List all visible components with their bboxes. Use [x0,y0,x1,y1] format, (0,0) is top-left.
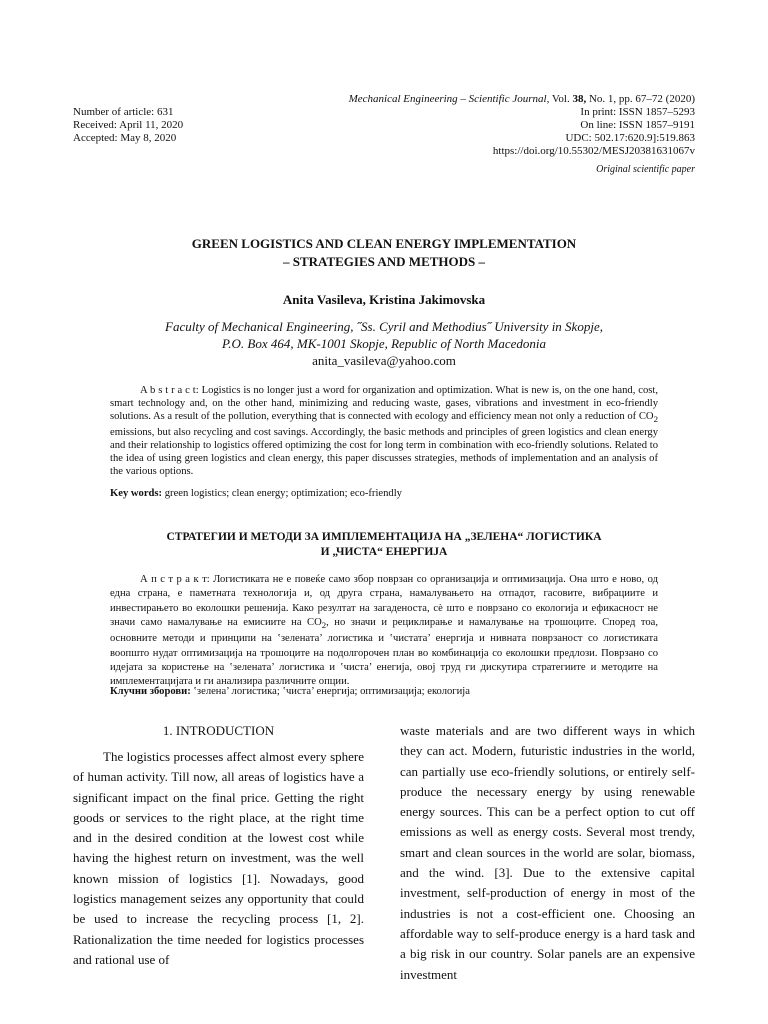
author-email[interactable]: anita_vasileva@yahoo.com [312,353,456,368]
udc-code: UDC: 502.17:620.9]:519.863 [565,132,695,144]
article-number: Number of article: 631 [73,106,174,118]
journal-citation [349,93,695,105]
body-left-column: The logistics processes affect almost every sphere of human activity. Till now, all areas of logistics have a significant impact on the final price. Getting the right goods or services to the right place, at the right time and in the desired condition at the lowest cost while having the highest return on investment, was the well known mission of logistics [1]. Nowadays, good logistics management seizes any opportunity that could be used to increase the recycling process [1, 2]. Rationalization the time needed for logistics processes and rational use of [73,749,364,967]
paper-title [73,235,695,271]
doi-link[interactable]: https://doi.org/10.55302/MESJ20381631067v [492,145,695,157]
mk-abstract-text-2: , но значи и рециклирање и намалување на трошоците. Според тоа, основните методи и принципи на ‛зелената’ логистика и ‛чистата’ енергија и нивната поврзаност со логистиката воопшто нудат оптимизација на трошоците на подолгорочен план во комбинација со еколошки предлози. Поврзано со идејата за користење на ‛зелената’ логистика и ‛чиста’ енегија, овој труд ги дискутира стратегиите и методите на имплементацијата и ги анализира различните опции. [110,616,659,688]
article-identifiers [493,106,695,158]
vol-prefix: Vol. [549,93,573,105]
keywords-en [110,488,658,499]
affiliation-line-1: Faculty of Mechanical Engineering, ˝Ss. Cyril and Methodius˝ University in Skopje, [165,319,603,334]
mk-co2-subscript: 2 [321,620,327,630]
paper-type: Original scientific paper [596,164,695,175]
keywords-mk [110,686,658,697]
issue-pages: No. 1, pp. 67–72 (2020) [586,93,695,105]
mk-abstract-text-1: Логистиката не е повеќе само збор поврзан со организација и оптимизација. Она што е ново, од една страна, е паметната технологија и, од друга страна, намалувањето на отпадот, гасовите, вибрациите и инвестирањето во еколошки решенија. Како резултат на загаденоста, сè што е поврзано со екологија и ефикасност не значи само намалување на емисиите на CO [110,574,658,628]
received-date: Received: April 11, 2020 [73,119,184,131]
co2-subscript: 2 [653,414,658,425]
mk-keywords-label: Клучни зборови: [110,686,191,697]
mk-abstract-label: А п с т р а к т: [140,574,210,585]
mk-keywords-list: ‛зелена’ логистика; ‛чиста’ енергија; оптимизација; екологија [190,686,470,697]
affiliation-line-2: P.O. Box 464, MK-1001 Skopje, Republic of North Macedonia [222,336,546,351]
abstract-en [110,384,658,478]
abstract-text-1: Logistics is no longer just a word for organization and optimization. What is new is, on the one hand, cost, smart technology and, on the other hand, minimizing and reducing waste, gases, vibrations and investment in eco-friendly solutions. As a result of the pollution, everything that is connected with ecology and efficiency mean not only a reduction of CO [110,385,658,422]
abstract-mk [110,573,658,689]
mk-title-line-2: И „ЧИСТА“ ЕНЕРГИЈА [320,546,448,558]
issn-print: In print: ISSN 1857–5293 [580,106,695,118]
title-line-2: – STRATEGIES AND METHODS – [282,254,486,269]
article-dates [73,106,183,145]
keywords-label: Key words: [110,488,163,499]
authors: Anita Vasileva, Kristina Jakimovska [282,292,486,307]
issn-online: On line: ISSN 1857–9191 [580,119,695,131]
mk-title [73,530,695,560]
section-heading-introduction: 1. INTRODUCTION [162,723,275,738]
abstract-label: A b s t r a c t: [140,385,199,396]
title-line-1: GREEN LOGISTICS AND CLEAN ENERGY IMPLEMENTATION [191,236,577,251]
affiliation [73,318,695,369]
volume: 38, [572,93,587,105]
body-right-column: waste materials and are two different ways in which they can act. Modern, futuristic industries in the world, can partially use eco-friendly solutions, or entirely self-produce the necessary energy by using renewable energy sources. This can be a perfect option to cut off emissions as well as energy costs. Several most trendy, smart and clean sources in the world are solar, biomass, and the wind. [3]. Due to the extensive capital investment, self-production of energy in most of the industries is not a cost-efficient one. Choosing an affordable way to self-produce energy is a hard task and a big risk in our country. Solar panels are an expensive investment [400,723,695,982]
abstract-text-2: emissions, but also recycling and cost savings. Accordingly, the basic methods and principles of green logistics and clean energy and their relationship to logistics offered optimizing the cost for long term in combination with eco-friendly solutions. Related to the idea of using green logistics and clean energy, this paper discusses strategies, methods of implementation and an analysis of the various options. [110,427,658,478]
journal-name: Mechanical Engineering – Scientific Journal, [348,93,550,105]
accepted-date: Accepted: May 8, 2020 [73,132,177,144]
keywords-list: green logistics; clean energy; optimization; eco-friendly [162,488,402,499]
mk-title-line-1: СТРАТЕГИИ И МЕТОДИ ЗА ИМПЛЕМЕНТАЦИЈА НА „ЗЕЛЕНА“ ЛОГИСТИКА [166,531,602,543]
